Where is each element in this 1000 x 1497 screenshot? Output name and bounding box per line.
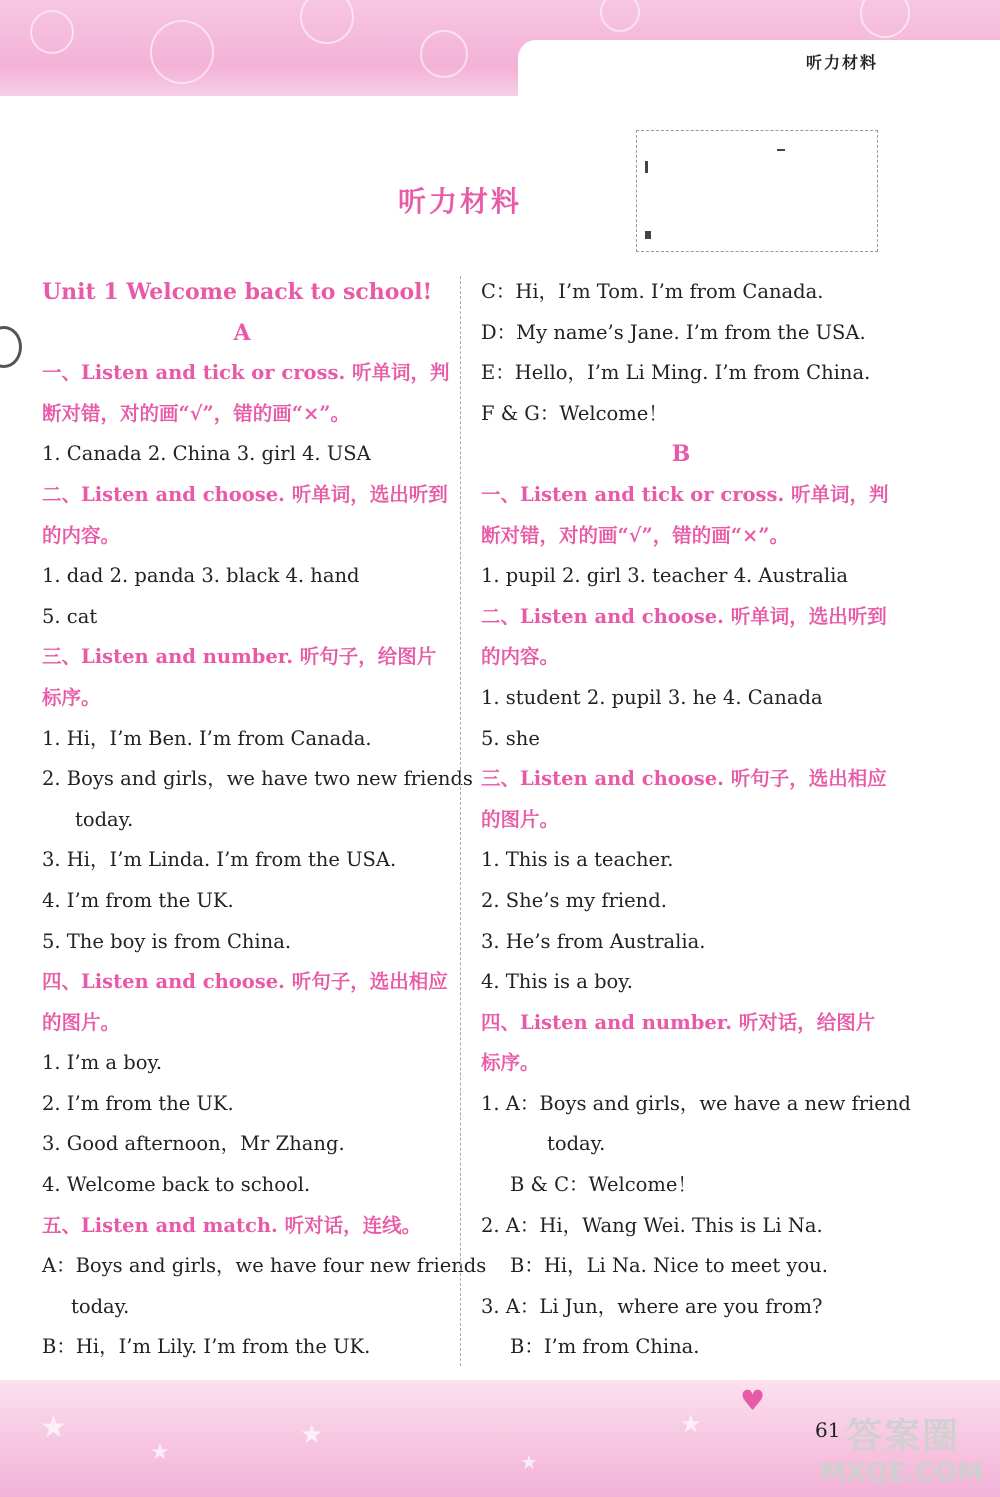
watermark-logo [846,1408,986,1462]
text-line: D：My name’s Jane. I’m from the USA. [481,320,866,344]
text-line: 四、Listen and number. 听对话，给图片 [481,1010,876,1034]
text-line: 3. Hi，I’m Linda. I’m from the USA. [42,848,397,872]
header-tab [518,40,1000,96]
star-icon: ★ [680,1410,702,1438]
decor-circle [600,0,640,32]
column-divider [460,276,461,1366]
text-line: B：Hi，I’m Lily. I’m from the UK. [42,1335,371,1359]
star-icon: ★ [520,1450,538,1474]
watermark-text: 答案圈 [846,1416,961,1457]
text-line: B：Hi，Li Na. Nice to meet you. [510,1254,828,1278]
text-line: 2. Boys and girls，we have two new friends [42,767,473,791]
text-line: 断对错，对的画“√”，错的画“×”。 [481,523,790,547]
text-line: 1. I’m a boy. [42,1051,163,1075]
page-title: 听力材料 [397,185,522,218]
text-line: 2. She’s my friend. [481,888,667,912]
text-line: 5. she [481,726,540,750]
watermark-url: MXQE.COM [820,1458,983,1488]
text-line: 1. A：Boys and girls，we have a new friend [481,1091,911,1115]
text-line: 1. Hi，I’m Ben. I’m from Canada. [42,726,372,750]
decor-circle [860,0,910,38]
text-line: 4. Welcome back to school. [42,1173,311,1197]
text-line: 二、Listen and choose. 听单词，选出听到 [481,604,887,628]
text-line: 3. A：Li Jun，where are you from? [481,1294,823,1318]
text-line: B：I’m from China. [510,1335,700,1359]
decor-circle [150,20,214,84]
text-line: 四、Listen and choose. 听句子，选出相应 [42,970,448,994]
star-icon: ★ [300,1420,324,1450]
text-line: 2. A：Hi，Wang Wei. This is Li Na. [481,1213,823,1237]
text-line: 一、Listen and tick or cross. 听单词，判 [481,482,889,506]
text-line: B [671,441,691,468]
text-line: 1. Canada 2. China 3. girl 4. USA [42,442,371,466]
text-line: 标序。 [42,685,101,709]
text-line: 5. The boy is from China. [42,929,292,953]
text-line: A [233,319,251,346]
text-line: 的内容。 [42,523,121,547]
text-line: A：Boys and girls，we have four new friends [42,1254,487,1278]
star-icon: ★ [40,1410,67,1445]
text-line: 2. I’m from the UK. [42,1091,234,1115]
text-line: 三、Listen and choose. 听句子，选出相应 [481,767,887,791]
text-line: today. [75,807,134,831]
text-line: 三、Listen and number. 听句子，给图片 [42,645,437,669]
text-line: 1. dad 2. panda 3. black 4. hand [42,564,360,588]
text-line: 的图片。 [481,807,560,831]
text-line: C：Hi，I’m Tom. I’m from Canada. [481,280,824,303]
text-line: F & G：Welcome！ [481,401,668,425]
right-column [481,272,911,1368]
text-line: today. [71,1294,130,1318]
text-line: 断对错，对的画“√”，错的画“×”。 [42,401,351,425]
text-line: 4. This is a boy. [481,970,633,994]
text-line: 的图片。 [42,1010,121,1034]
page-number: 61 [815,1418,841,1442]
decor-circle [420,30,468,78]
text-line: 1. student 2. pupil 3. he 4. Canada [481,685,823,709]
text-line: 标序。 [481,1051,540,1075]
text-line: 1. pupil 2. girl 3. teacher 4. Australia [481,564,848,588]
text-line: 1. This is a teacher. [481,848,674,872]
text-line: 4. I’m from the UK. [42,888,234,912]
header-label: 听力材料 [805,53,878,72]
text-line: B & C：Welcome！ [510,1173,697,1197]
decor-circle [30,10,74,54]
text-line: 3. Good afternoon，Mr Zhang. [42,1132,345,1156]
text-line: E：Hello，I’m Li Ming. I’m from China. [481,361,871,385]
text-line: today. [547,1132,606,1156]
star-icon: ★ [150,1440,170,1465]
text-line: Unit 1 Welcome back to school! [42,279,433,305]
binder-clip-icon [0,326,22,368]
heart-icon: ♥ [740,1384,766,1417]
text-line: 五、Listen and match. 听对话，连线。 [42,1213,422,1237]
text-line: 3. He’s from Australia. [481,929,706,953]
text-line: 5. cat [42,604,98,628]
text-line: 一、Listen and tick or cross. 听单词，判 [42,361,450,385]
text-line: 的内容。 [481,645,560,669]
decor-circle [300,0,354,44]
text-line: 二、Listen and choose. 听单词，选出听到 [42,482,448,506]
left-column [42,272,487,1368]
